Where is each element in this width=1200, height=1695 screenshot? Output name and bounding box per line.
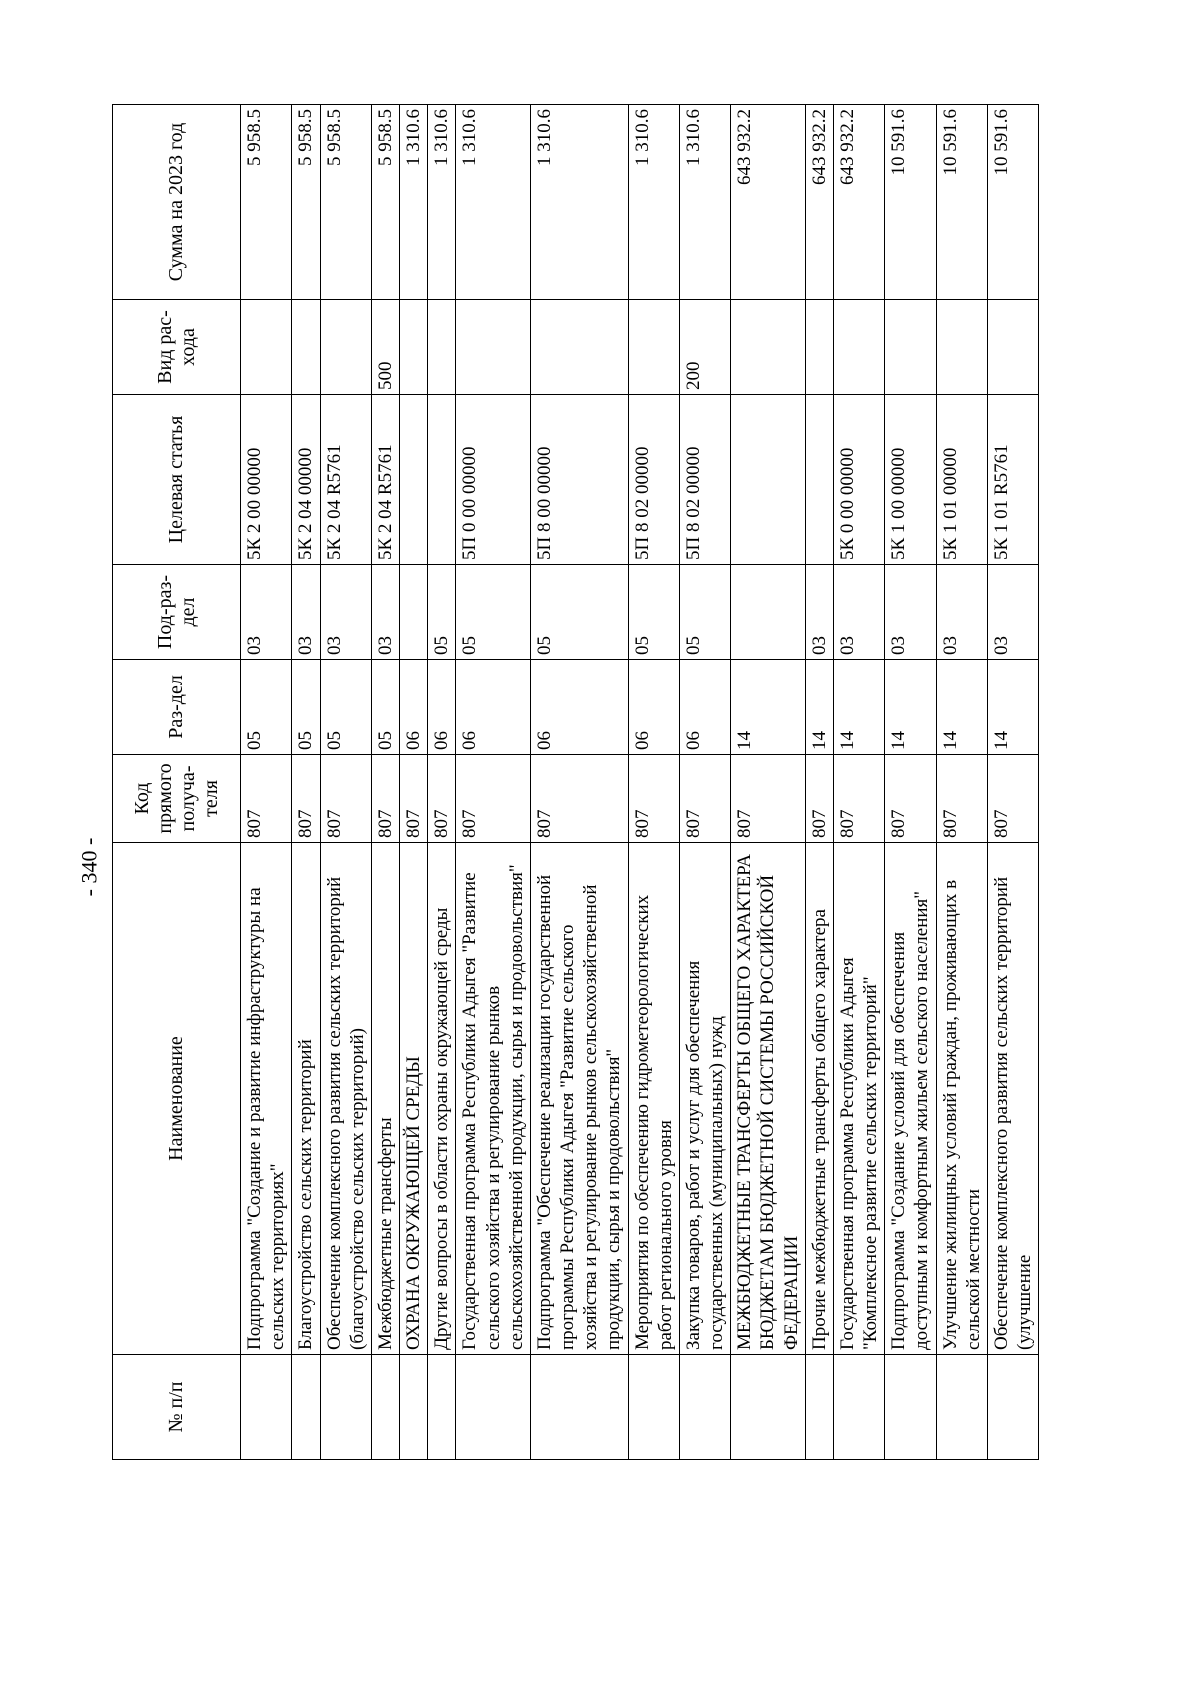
cell-expense: 500 — [371, 300, 399, 395]
table-row — [885, 105, 936, 1460]
header-subsection: Под-раз-дел — [113, 565, 241, 660]
cell-article: 5К 2 04 00000 — [292, 395, 320, 565]
cell-amount: 1 310.6 — [530, 105, 628, 300]
cell-num — [456, 1355, 531, 1460]
cell-name: Подпрограмма "Создание и развитие инфраструктуры на сельских территориях" — [241, 843, 292, 1355]
cell-amount: 5 958.5 — [241, 105, 292, 300]
header-target-article: Целевая статья — [113, 395, 241, 565]
cell-expense — [530, 300, 628, 395]
cell-subsection: 03 — [936, 565, 987, 660]
cell-code: 807 — [400, 755, 428, 843]
cell-subsection — [400, 565, 428, 660]
cell-section: 05 — [292, 660, 320, 755]
table-row — [936, 105, 987, 1460]
cell-subsection: 03 — [833, 565, 884, 660]
cell-num — [628, 1355, 679, 1460]
cell-num — [833, 1355, 884, 1460]
cell-amount: 1 310.6 — [456, 105, 531, 300]
cell-subsection: 05 — [679, 565, 730, 660]
cell-article: 5П 0 00 00000 — [456, 395, 531, 565]
cell-num — [679, 1355, 730, 1460]
cell-article: 5К 1 01 R5761 — [987, 395, 1038, 565]
cell-expense — [428, 300, 456, 395]
cell-name: Государственная программа Республики Адыгея "Комплексное развитие сельских территорий" — [833, 843, 884, 1355]
cell-code: 807 — [241, 755, 292, 843]
cell-subsection: 05 — [530, 565, 628, 660]
header-num: № п/п — [113, 1355, 241, 1460]
header-name: Наименование — [113, 843, 241, 1355]
cell-amount: 1 310.6 — [400, 105, 428, 300]
cell-code: 807 — [628, 755, 679, 843]
cell-name: Другие вопросы в области охраны окружающей среды — [428, 843, 456, 1355]
table-row — [400, 105, 428, 1460]
cell-section: 06 — [456, 660, 531, 755]
table-row — [456, 105, 531, 1460]
cell-expense: 200 — [679, 300, 730, 395]
cell-code: 807 — [987, 755, 1038, 843]
cell-section: 05 — [320, 660, 371, 755]
cell-expense — [400, 300, 428, 395]
cell-num — [428, 1355, 456, 1460]
cell-name: Государственная программа Республики Адыгея "Развитие сельского хозяйства и регулирование рынков сельскохозяйственной продукции, сырья и продовольствия" — [456, 843, 531, 1355]
cell-name: Подпрограмма "Обеспечение реализации государственной программы Республики Адыгея "Развитие сельского хозяйства и регулирование рынков сельскохозяйственной продукции, сырья и продовольствия" — [530, 843, 628, 1355]
cell-num — [936, 1355, 987, 1460]
cell-num — [400, 1355, 428, 1460]
cell-expense — [292, 300, 320, 395]
cell-code: 807 — [805, 755, 833, 843]
cell-code: 807 — [292, 755, 320, 843]
cell-article — [428, 395, 456, 565]
cell-expense — [241, 300, 292, 395]
cell-expense — [885, 300, 936, 395]
table-row — [628, 105, 679, 1460]
cell-name: МЕЖБЮДЖЕТНЫЕ ТРАНСФЕРТЫ ОБЩЕГО ХАРАКТЕРА БЮДЖЕТАМ БЮДЖЕТНОЙ СИСТЕМЫ РОССИЙСКОЙ ФЕДЕРАЦИИ — [731, 843, 806, 1355]
cell-code: 807 — [371, 755, 399, 843]
header-section: Раз-дел — [113, 660, 241, 755]
cell-code: 807 — [833, 755, 884, 843]
cell-code: 807 — [679, 755, 730, 843]
cell-article: 5К 2 04 R5761 — [371, 395, 399, 565]
cell-article: 5К 0 00 00000 — [833, 395, 884, 565]
cell-section: 14 — [885, 660, 936, 755]
cell-num — [241, 1355, 292, 1460]
cell-name: Закупка товаров, работ и услуг для обеспечения государственных (муниципальных) нужд — [679, 843, 730, 1355]
cell-code: 807 — [320, 755, 371, 843]
cell-amount: 643 932.2 — [833, 105, 884, 300]
cell-article: 5К 2 04 R5761 — [320, 395, 371, 565]
header-expense-type: Вид рас-хода — [113, 300, 241, 395]
cell-name: Обеспечение комплексного развития сельских территорий (благоустройство сельских территорий) — [320, 843, 371, 1355]
page-number — [69, 837, 109, 897]
cell-name: Прочие межбюджетные трансферты общего характера — [805, 843, 833, 1355]
cell-article: 5К 1 01 00000 — [936, 395, 987, 565]
table-row — [805, 105, 833, 1460]
cell-expense — [936, 300, 987, 395]
cell-subsection: 05 — [628, 565, 679, 660]
cell-code: 807 — [428, 755, 456, 843]
cell-subsection — [731, 565, 806, 660]
cell-amount: 1 310.6 — [628, 105, 679, 300]
table-row — [241, 105, 292, 1460]
cell-code: 807 — [530, 755, 628, 843]
cell-num — [987, 1355, 1038, 1460]
cell-subsection: 03 — [292, 565, 320, 660]
header-amount: Сумма на 2023 год — [113, 105, 241, 300]
cell-article — [400, 395, 428, 565]
table-row — [320, 105, 371, 1460]
table-row — [731, 105, 806, 1460]
cell-article: 5К 2 00 00000 — [241, 395, 292, 565]
cell-name: Подпрограмма "Создание условий для обеспечения доступным и комфортным жильем сельского населения" — [885, 843, 936, 1355]
cell-expense — [987, 300, 1038, 395]
table-row — [530, 105, 628, 1460]
cell-num — [530, 1355, 628, 1460]
cell-expense — [805, 300, 833, 395]
cell-amount: 643 932.2 — [731, 105, 806, 300]
table-header-row — [113, 105, 241, 1460]
cell-section: 06 — [400, 660, 428, 755]
cell-subsection: 03 — [371, 565, 399, 660]
cell-section: 14 — [833, 660, 884, 755]
cell-name: Улучшение жилищных условий граждан, проживающих в сельской местности — [936, 843, 987, 1355]
cell-name: Межбюджетные трансферты — [371, 843, 399, 1355]
cell-expense — [628, 300, 679, 395]
table-row — [292, 105, 320, 1460]
table-row — [987, 105, 1038, 1460]
cell-name: Благоустройство сельских территорий — [292, 843, 320, 1355]
cell-expense — [456, 300, 531, 395]
cell-article: 5П 8 02 00000 — [628, 395, 679, 565]
cell-amount: 5 958.5 — [320, 105, 371, 300]
cell-code: 807 — [456, 755, 531, 843]
header-recipient-code: Код прямого получа-теля — [113, 755, 241, 843]
cell-num — [731, 1355, 806, 1460]
cell-subsection: 05 — [428, 565, 456, 660]
table-row — [428, 105, 456, 1460]
cell-section: 14 — [805, 660, 833, 755]
cell-code: 807 — [936, 755, 987, 843]
cell-section: 14 — [987, 660, 1038, 755]
cell-num — [320, 1355, 371, 1460]
cell-amount: 1 310.6 — [428, 105, 456, 300]
cell-subsection: 03 — [241, 565, 292, 660]
cell-section: 14 — [731, 660, 806, 755]
table-row — [833, 105, 884, 1460]
cell-expense — [320, 300, 371, 395]
cell-article: 5К 1 00 00000 — [885, 395, 936, 565]
cell-code: 807 — [731, 755, 806, 843]
cell-subsection: 03 — [885, 565, 936, 660]
cell-amount: 5 958.5 — [371, 105, 399, 300]
cell-code: 807 — [885, 755, 936, 843]
cell-num — [885, 1355, 936, 1460]
cell-amount: 10 591.6 — [885, 105, 936, 300]
budget-table — [112, 104, 1039, 1460]
cell-num — [371, 1355, 399, 1460]
cell-section: 06 — [530, 660, 628, 755]
table-row — [371, 105, 399, 1460]
cell-section: 05 — [371, 660, 399, 755]
cell-section: 06 — [679, 660, 730, 755]
cell-article — [805, 395, 833, 565]
table-row — [679, 105, 730, 1460]
cell-amount: 5 958.5 — [292, 105, 320, 300]
cell-section: 14 — [936, 660, 987, 755]
cell-name: Мероприятия по обеспечению гидрометеорологических работ регионального уровня — [628, 843, 679, 1355]
cell-amount: 643 932.2 — [805, 105, 833, 300]
cell-article: 5П 8 00 00000 — [530, 395, 628, 565]
page-number-text: - 340 - — [76, 837, 101, 897]
cell-subsection: 03 — [987, 565, 1038, 660]
cell-expense — [731, 300, 806, 395]
cell-amount: 10 591.6 — [936, 105, 987, 300]
cell-name: Обеспечение комплексного развития сельских территорий (улучшение — [987, 843, 1038, 1355]
cell-section: 06 — [628, 660, 679, 755]
cell-article — [731, 395, 806, 565]
rotated-table-container — [112, 105, 1067, 1460]
cell-subsection: 03 — [805, 565, 833, 660]
cell-section: 06 — [428, 660, 456, 755]
cell-amount: 1 310.6 — [679, 105, 730, 300]
cell-section: 05 — [241, 660, 292, 755]
cell-article: 5П 8 02 00000 — [679, 395, 730, 565]
cell-num — [292, 1355, 320, 1460]
cell-subsection: 05 — [456, 565, 531, 660]
cell-expense — [833, 300, 884, 395]
cell-name: ОХРАНА ОКРУЖАЮЩЕЙ СРЕДЫ — [400, 843, 428, 1355]
cell-subsection: 03 — [320, 565, 371, 660]
cell-num — [805, 1355, 833, 1460]
cell-amount: 10 591.6 — [987, 105, 1038, 300]
